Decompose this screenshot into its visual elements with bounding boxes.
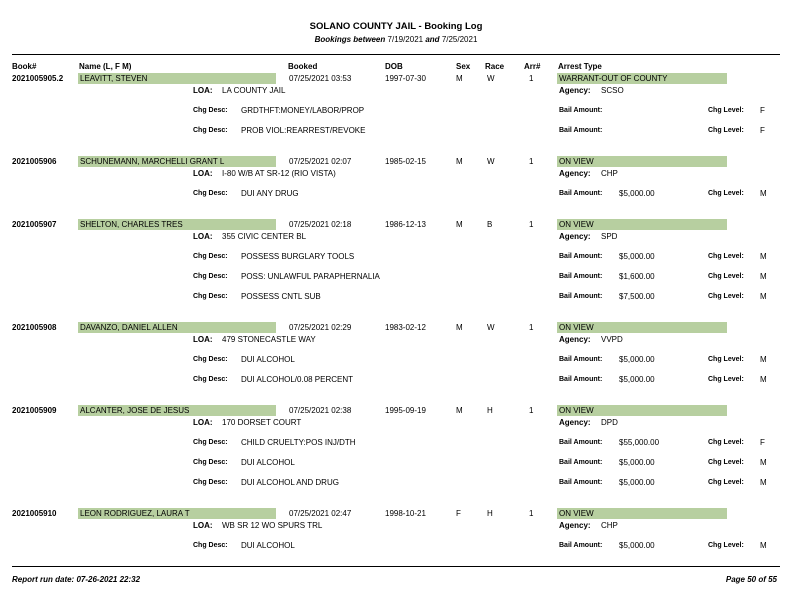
- charge-description: POSSESS BURGLARY TOOLS: [241, 252, 355, 261]
- chg-desc-label: Chg Desc:: [193, 439, 228, 446]
- bail-amount: $5,000.00: [619, 458, 655, 467]
- sex: M: [456, 406, 463, 415]
- sex: M: [456, 74, 463, 83]
- date-of-birth: 1986-12-13: [385, 220, 426, 229]
- sex: M: [456, 157, 463, 166]
- charge-description: DUI ALCOHOL: [241, 355, 295, 364]
- agency-label: Agency:: [559, 521, 591, 530]
- booked-datetime: 07/25/2021 02:18: [289, 220, 352, 229]
- chg-desc-label: Chg Desc:: [193, 190, 228, 197]
- arrest-type: ON VIEW: [559, 157, 594, 166]
- book-number: 2021005908: [12, 323, 57, 332]
- bail-amount-label: Bail Amount:: [559, 459, 603, 466]
- charge-level: M: [760, 375, 767, 384]
- booking-record[interactable]: [0, 404, 792, 487]
- col-header-book: Book#: [12, 62, 37, 71]
- bail-amount-label: Bail Amount:: [559, 376, 603, 383]
- charge-level: M: [760, 355, 767, 364]
- inmate-name: LEAVITT, STEVEN: [80, 74, 148, 83]
- arrest-number: 1: [529, 220, 534, 229]
- loa-label: LOA:: [193, 232, 213, 241]
- col-header-sex: Sex: [456, 62, 471, 71]
- inmate-name: SCHUNEMANN, MARCHELLI GRANT L: [80, 157, 225, 166]
- race: H: [487, 509, 493, 518]
- bail-amount: $1,600.00: [619, 272, 655, 281]
- arrest-type: ON VIEW: [559, 323, 594, 332]
- charge-description: DUI ALCOHOL: [241, 541, 295, 550]
- inmate-name: ALCANTER, JOSE DE JESUS: [80, 406, 190, 415]
- col-header-race: Race: [485, 62, 505, 71]
- location-of-arrest: I-80 W/B AT SR-12 (RIO VISTA): [222, 169, 336, 178]
- location-of-arrest: WB SR 12 WO SPURS TRL: [222, 521, 323, 530]
- chg-level-label: Chg Level:: [708, 127, 744, 134]
- book-number: 2021005909: [12, 406, 57, 415]
- location-of-arrest: 170 DORSET COURT: [222, 418, 302, 427]
- book-number: 2021005910: [12, 509, 57, 518]
- bail-amount-label: Bail Amount:: [559, 356, 603, 363]
- agency-label: Agency:: [559, 169, 591, 178]
- charge-level: M: [760, 292, 767, 301]
- bail-amount-label: Bail Amount:: [559, 439, 603, 446]
- loa-label: LOA:: [193, 418, 213, 427]
- chg-level-label: Chg Level:: [708, 253, 744, 260]
- loa-label: LOA:: [193, 86, 213, 95]
- arrest-type: WARRANT-OUT OF COUNTY: [559, 74, 668, 83]
- end-date: 7/25/2021: [441, 35, 478, 44]
- agency: CHP: [601, 521, 618, 530]
- arrest-type: ON VIEW: [559, 220, 594, 229]
- inmate-name: DAVANZO, DANIEL ALLEN: [80, 323, 178, 332]
- chg-level-label: Chg Level:: [708, 293, 744, 300]
- report-run-date: Report run date: 07-26-2021 22:32: [12, 575, 141, 584]
- agency-label: Agency:: [559, 86, 591, 95]
- bail-amount-label: Bail Amount:: [559, 190, 603, 197]
- chg-level-label: Chg Level:: [708, 190, 744, 197]
- chg-level-label: Chg Level:: [708, 479, 744, 486]
- location-of-arrest: 479 STONECASTLE WAY: [222, 335, 316, 344]
- book-number: 2021005906: [12, 157, 57, 166]
- agency: SCSO: [601, 86, 624, 95]
- sex: M: [456, 220, 463, 229]
- location-of-arrest: LA COUNTY JAIL: [222, 86, 286, 95]
- location-of-arrest: 355 CIVIC CENTER BL: [222, 232, 307, 241]
- sex: M: [456, 323, 463, 332]
- charge-level: M: [760, 189, 767, 198]
- footer-rule: [12, 566, 780, 567]
- chg-desc-label: Chg Desc:: [193, 253, 228, 260]
- charge-level: M: [760, 541, 767, 550]
- chg-desc-label: Chg Desc:: [193, 459, 228, 466]
- race: W: [487, 323, 495, 332]
- arrest-number: 1: [529, 406, 534, 415]
- date-of-birth: 1998-10-21: [385, 509, 426, 518]
- bail-amount: $55,000.00: [619, 438, 660, 447]
- booked-datetime: 07/25/2021 02:07: [289, 157, 352, 166]
- charge-level: M: [760, 272, 767, 281]
- bail-amount-label: Bail Amount:: [559, 542, 603, 549]
- date-of-birth: 1997-07-30: [385, 74, 426, 83]
- chg-level-label: Chg Level:: [708, 273, 744, 280]
- book-number: 2021005907: [12, 220, 57, 229]
- charge-description: GRDTHFT:MONEY/LABOR/PROP: [241, 106, 365, 115]
- arrest-type: ON VIEW: [559, 509, 594, 518]
- col-header-name: Name (L, F M): [79, 62, 132, 71]
- bail-amount: $5,000.00: [619, 375, 655, 384]
- charge-level: F: [760, 106, 765, 115]
- bail-amount-label: Bail Amount:: [559, 127, 603, 134]
- booking-record[interactable]: [0, 321, 792, 401]
- start-date: 7/19/2021: [387, 35, 424, 44]
- bail-amount: $7,500.00: [619, 292, 655, 301]
- booked-datetime: 07/25/2021 02:38: [289, 406, 352, 415]
- booked-datetime: 07/25/2021 03:53: [289, 74, 352, 83]
- col-header-arr: Arr#: [524, 62, 541, 71]
- arrest-number: 1: [529, 74, 534, 83]
- chg-level-label: Chg Level:: [708, 356, 744, 363]
- race: W: [487, 74, 495, 83]
- charge-level: M: [760, 478, 767, 487]
- header-rule-top: [12, 54, 780, 55]
- charge-level: F: [760, 438, 765, 447]
- charge-description: CHILD CRUELTY:POS INJ/DTH: [241, 438, 356, 447]
- chg-level-label: Chg Level:: [708, 107, 744, 114]
- col-header-arrest-type: Arrest Type: [558, 62, 602, 71]
- chg-level-label: Chg Level:: [708, 439, 744, 446]
- subtitle-and: and: [425, 35, 440, 44]
- charge-description: DUI ALCOHOL AND DRUG: [241, 478, 339, 487]
- loa-label: LOA:: [193, 335, 213, 344]
- report-title: SOLANO COUNTY JAIL - Booking Log: [309, 21, 483, 32]
- chg-desc-label: Chg Desc:: [193, 127, 228, 134]
- arrest-number: 1: [529, 157, 534, 166]
- bail-amount-label: Bail Amount:: [559, 107, 603, 114]
- date-of-birth: 1995-09-19: [385, 406, 426, 415]
- charge-level: F: [760, 126, 765, 135]
- inmate-name: SHELTON, CHARLES TRES: [80, 220, 183, 229]
- loa-label: LOA:: [193, 521, 213, 530]
- charge-level: M: [760, 458, 767, 467]
- loa-label: LOA:: [193, 169, 213, 178]
- chg-desc-label: Chg Desc:: [193, 356, 228, 363]
- bail-amount-label: Bail Amount:: [559, 253, 603, 260]
- bail-amount-label: Bail Amount:: [559, 479, 603, 486]
- booked-datetime: 07/25/2021 02:29: [289, 323, 352, 332]
- agency: VVPD: [601, 335, 623, 344]
- bail-amount: $5,000.00: [619, 541, 655, 550]
- charge-description: POSSESS CNTL SUB: [241, 292, 321, 301]
- sex: F: [456, 509, 461, 518]
- charge-description: DUI ANY DRUG: [241, 189, 299, 198]
- bail-amount: $5,000.00: [619, 478, 655, 487]
- chg-level-label: Chg Level:: [708, 542, 744, 549]
- col-header-dob: DOB: [385, 62, 403, 71]
- arrest-number: 1: [529, 509, 534, 518]
- agency: DPD: [601, 418, 618, 427]
- chg-desc-label: Chg Desc:: [193, 273, 228, 280]
- arrest-number: 1: [529, 323, 534, 332]
- charge-description: PROB VIOL:REARREST/REVOKE: [241, 126, 366, 135]
- charge-description: DUI ALCOHOL: [241, 458, 295, 467]
- report-subtitle: [0, 35, 792, 44]
- book-number: 2021005905.2: [12, 74, 64, 83]
- bail-amount: $5,000.00: [619, 189, 655, 198]
- booked-datetime: 07/25/2021 02:47: [289, 509, 352, 518]
- inmate-name: LEON RODRIGUEZ, LAURA T: [80, 509, 190, 518]
- bail-amount-label: Bail Amount:: [559, 293, 603, 300]
- chg-desc-label: Chg Desc:: [193, 479, 228, 486]
- page-number: Page 50 of 55: [725, 575, 777, 584]
- race: W: [487, 157, 495, 166]
- chg-desc-label: Chg Desc:: [193, 542, 228, 549]
- charge-level: M: [760, 252, 767, 261]
- agency-label: Agency:: [559, 232, 591, 241]
- bail-amount: $5,000.00: [619, 252, 655, 261]
- chg-level-label: Chg Level:: [708, 376, 744, 383]
- race: H: [487, 406, 493, 415]
- bail-amount-label: Bail Amount:: [559, 273, 603, 280]
- subtitle-prefix: Bookings between: [314, 35, 386, 44]
- chg-desc-label: Chg Desc:: [193, 293, 228, 300]
- agency-label: Agency:: [559, 335, 591, 344]
- arrest-type: ON VIEW: [559, 406, 594, 415]
- chg-desc-label: Chg Desc:: [193, 376, 228, 383]
- col-header-booked: Booked: [288, 62, 318, 71]
- charge-description: POSS: UNLAWFUL PARAPHERNALIA: [241, 272, 380, 281]
- agency: SPD: [601, 232, 618, 241]
- date-of-birth: 1983-02-12: [385, 323, 426, 332]
- agency-label: Agency:: [559, 418, 591, 427]
- charge-description: DUI ALCOHOL/0.08 PERCENT: [241, 375, 354, 384]
- bail-amount: $5,000.00: [619, 355, 655, 364]
- agency: CHP: [601, 169, 618, 178]
- date-of-birth: 1985-02-15: [385, 157, 426, 166]
- race: B: [487, 220, 493, 229]
- booking-record[interactable]: [0, 218, 792, 301]
- chg-level-label: Chg Level:: [708, 459, 744, 466]
- chg-desc-label: Chg Desc:: [193, 107, 228, 114]
- booking-record[interactable]: [0, 72, 792, 152]
